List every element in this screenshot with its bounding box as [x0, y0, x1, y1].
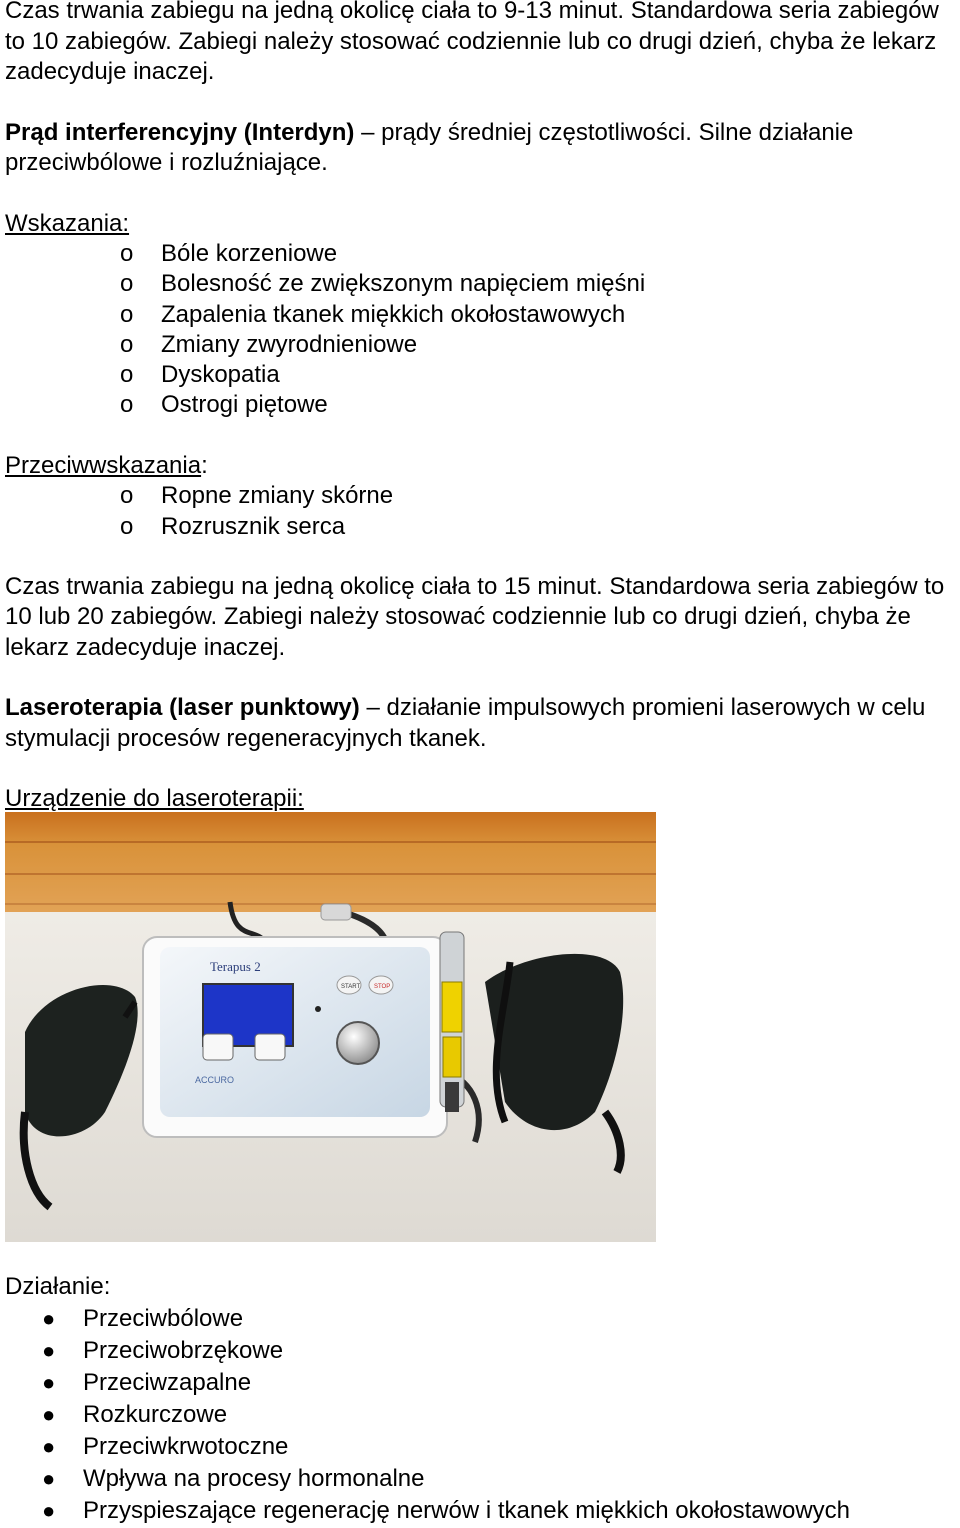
laser-title: Laseroterapia (laser punktowy)	[5, 694, 360, 722]
control-knob	[337, 1022, 379, 1064]
contraindications-heading-text: Przeciwwskazania	[5, 451, 202, 479]
list-item: o Zmiany zwyrodnieniowe	[5, 330, 960, 360]
list-item: ● Wpływa na procesy hormonalne	[5, 1463, 960, 1495]
laser-dash: –	[359, 694, 387, 722]
contraindications-list	[5, 481, 960, 542]
indicator-led	[315, 1006, 321, 1012]
list-marker: o	[120, 512, 134, 540]
bullet-icon: ●	[42, 1369, 56, 1395]
list-item: o Ostrogi piętowe	[5, 390, 960, 420]
interdyn-paragraph	[5, 118, 960, 179]
bullet-icon: ●	[42, 1433, 56, 1459]
accuro-label: ACCURO	[195, 1075, 235, 1085]
list-marker: o	[120, 391, 134, 419]
laser-device-photo	[5, 812, 656, 1242]
screen-button-left	[203, 1034, 233, 1060]
laser-paragraph	[5, 693, 960, 754]
list-item: o Ropne zmiany skórne	[5, 481, 960, 511]
list-item: ● Przeciwobrzękowe	[5, 1335, 960, 1367]
bullet-icon: ●	[42, 1401, 56, 1427]
stop-label: STOP	[374, 984, 391, 990]
device-heading: Urządzenie do laseroterapii:	[5, 785, 304, 813]
action-list	[5, 1303, 960, 1527]
interdyn-description: prądy średniej częstotliwości. Silne działanie przeciwbólowe i rozluźniające.	[5, 118, 854, 176]
start-label: START	[341, 984, 361, 990]
list-marker: o	[120, 482, 134, 510]
action-section	[5, 1270, 960, 1527]
list-item: ● Przeciwbólowe	[5, 1303, 960, 1335]
list-item: o Zapalenia tkanek miękkich okołostawowych	[5, 300, 960, 330]
bullet-icon: ●	[42, 1337, 56, 1363]
document-body	[5, 0, 960, 815]
laser-probe	[440, 932, 464, 1112]
screen-button-right	[255, 1034, 285, 1060]
paragraph-treatment-time-2: Czas trwania zabiegu na jedną okolicę ciała to 15 minut. Standardowa seria zabiegów to 10 lub 20 zabiegów. Zabiegi należy stosować codziennie lub co drugi dzień, chyba że lekarz zadecyduje inaczej.	[5, 572, 945, 661]
interdyn-title: Prąd interferencyjny (Interdyn)	[5, 118, 355, 146]
list-item: ● Przeciwzapalne	[5, 1367, 960, 1399]
bullet-icon: ●	[42, 1465, 56, 1491]
device-brand-label: Terapus 2	[210, 959, 261, 974]
probe-connector	[321, 904, 351, 920]
list-item: ● Przyspieszające regenerację nerwów i tkanek miękkich okołostawowych	[5, 1495, 960, 1527]
device-body	[143, 937, 447, 1137]
list-marker: o	[120, 240, 134, 267]
laser-device-illustration	[5, 812, 656, 1242]
interdyn-dash: –	[354, 118, 382, 146]
list-item: ● Rozkurczowe	[5, 1399, 960, 1431]
list-item: o Bolesność ze zwiększonym napięciem mięśni	[5, 269, 960, 299]
list-item: o Dyskopatia	[5, 360, 960, 390]
list-marker: o	[120, 270, 134, 298]
contraindications-colon: :	[201, 451, 208, 479]
list-item: o Rozrusznik serca	[5, 512, 960, 542]
action-heading: Działanie:	[5, 1273, 111, 1300]
paragraph-treatment-time-1: Czas trwania zabiegu na jedną okolicę ciała to 9-13 minut. Standardowa seria zabiegów to 10 zabiegów. Zabiegi należy stosować codziennie lub co drugi dzień, chyba że lekarz zadecyduje inaczej.	[5, 0, 939, 85]
bullet-icon: ●	[42, 1305, 56, 1331]
list-item: ● Przeciwkrwotoczne	[5, 1431, 960, 1463]
list-marker: o	[120, 330, 134, 358]
bullet-icon: ●	[42, 1497, 56, 1523]
indications-heading: Wskazania:	[5, 209, 130, 237]
laser-description: działanie impulsowych promieni laserowych w celu stymulacji procesów regeneracyjnych tkanek.	[5, 694, 926, 752]
indications-list	[5, 239, 960, 421]
contraindications-heading	[5, 451, 960, 482]
list-marker: o	[120, 300, 134, 328]
list-item: o Bóle korzeniowe	[5, 239, 960, 269]
list-marker: o	[120, 361, 134, 389]
